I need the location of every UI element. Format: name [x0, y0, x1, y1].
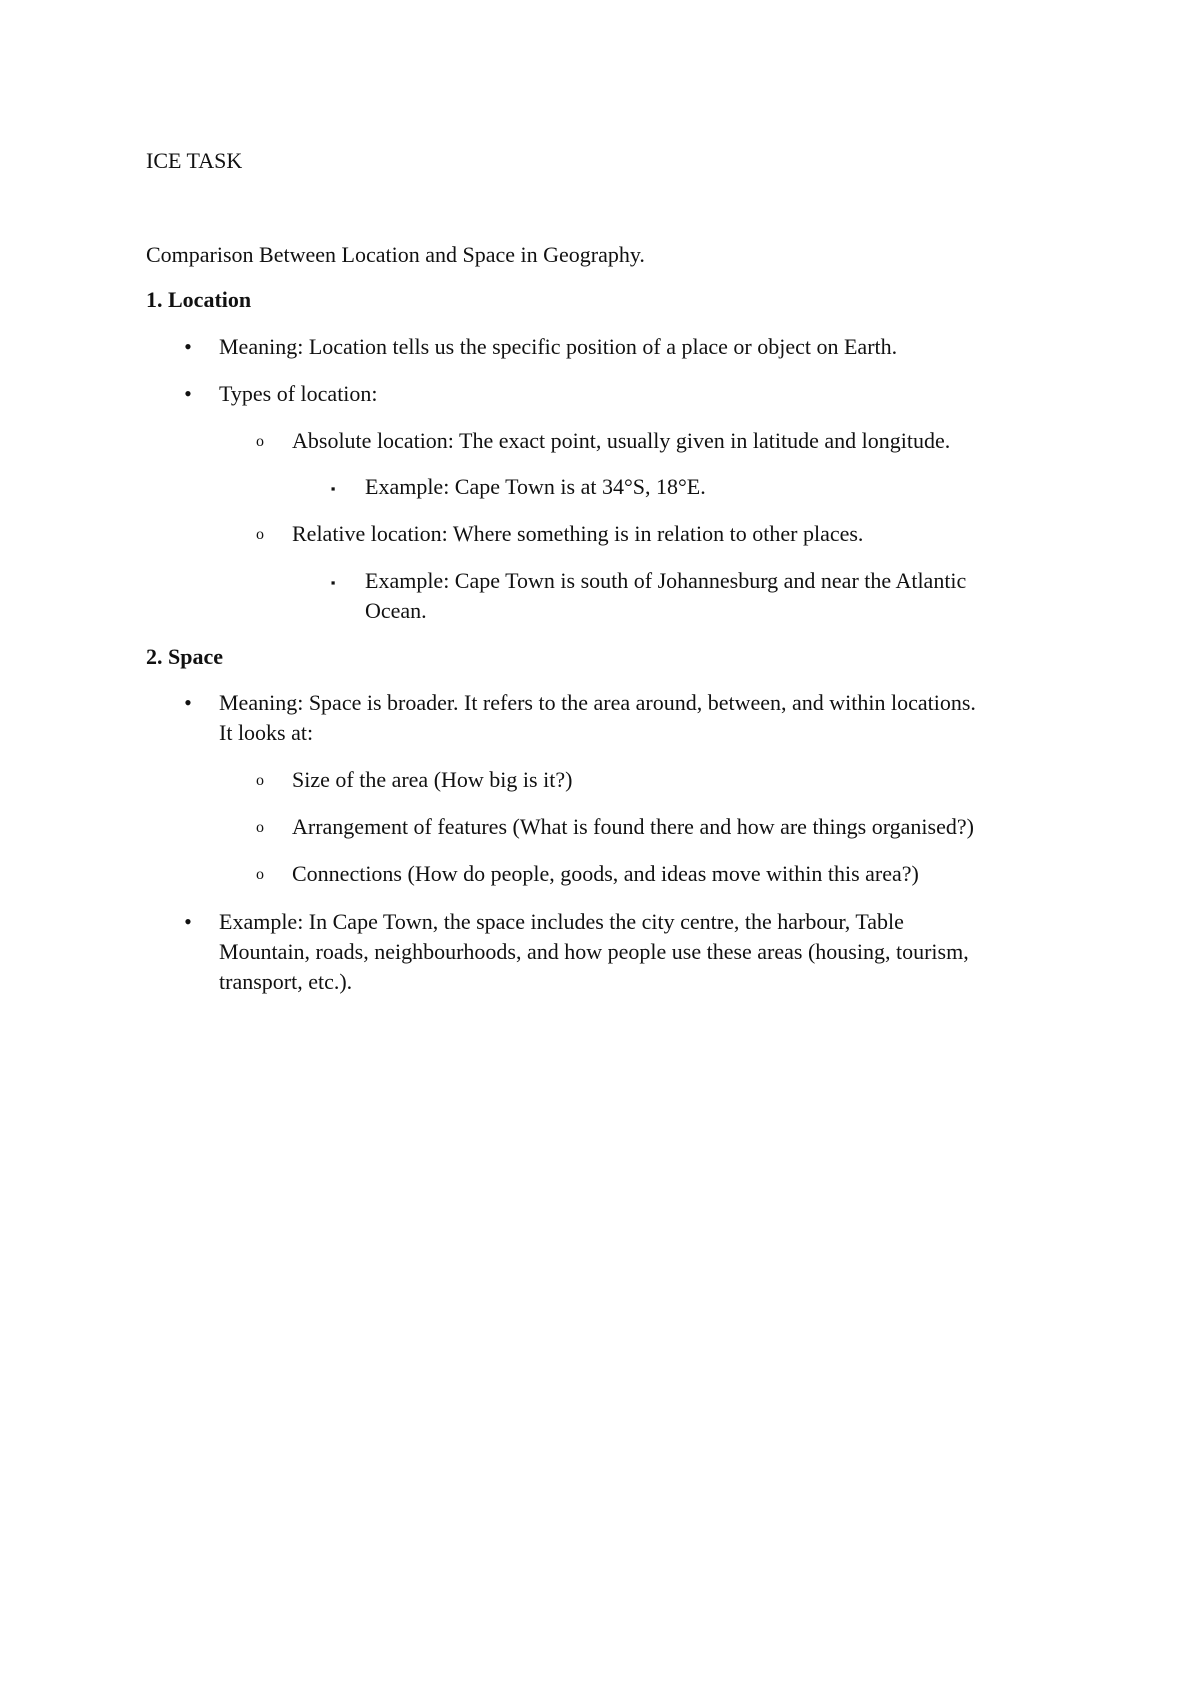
bullet-circle-icon: o [256, 772, 264, 789]
bullet-circle-icon: o [256, 819, 264, 836]
space-meaning-line2: It looks at: [219, 720, 314, 745]
relative-location-example-line1: Example: Cape Town is south of Johannesburg and near the Atlantic [365, 568, 967, 593]
bullet-disc-icon: • [184, 334, 192, 359]
bullet-square-icon: ▪ [330, 575, 336, 590]
section-title-space: 2. Space [146, 644, 223, 669]
relative-location: Relative location: Where something is in relation to other places. [292, 521, 864, 546]
space-meaning-line1: Meaning: Space is broader. It refers to the area around, between, and within locations. [219, 690, 976, 715]
space-example-line3: transport, etc.). [219, 969, 353, 994]
bullet-circle-icon: o [256, 866, 264, 883]
relative-location-example-line2: Ocean. [365, 598, 427, 623]
location-types: Types of location: [219, 381, 378, 406]
bullet-disc-icon: • [184, 381, 192, 406]
bullet-circle-icon: o [256, 526, 264, 543]
bullet-circle-icon: o [256, 433, 264, 450]
space-example-line1: Example: In Cape Town, the space includes the city centre, the harbour, Table [219, 909, 904, 934]
absolute-location-example: Example: Cape Town is at 34°S, 18°E. [365, 474, 706, 499]
section-title-location: 1. Location [146, 287, 252, 312]
document-intro: Comparison Between Location and Space in Geography. [146, 242, 645, 267]
document-heading: ICE TASK [146, 148, 243, 173]
bullet-square-icon: ▪ [330, 481, 336, 496]
bullet-disc-icon: • [184, 909, 192, 934]
absolute-location: Absolute location: The exact point, usually given in latitude and longitude. [292, 428, 951, 453]
space-arrangement: Arrangement of features (What is found there and how are things organised?) [292, 814, 974, 839]
location-meaning: Meaning: Location tells us the specific position of a place or object on Earth. [219, 334, 898, 359]
bullet-disc-icon: • [184, 690, 192, 715]
space-size: Size of the area (How big is it?) [292, 767, 573, 792]
space-connections: Connections (How do people, goods, and ideas move within this area?) [292, 861, 919, 886]
space-example-line2: Mountain, roads, neighbourhoods, and how people use these areas (housing, tourism, [219, 939, 969, 964]
